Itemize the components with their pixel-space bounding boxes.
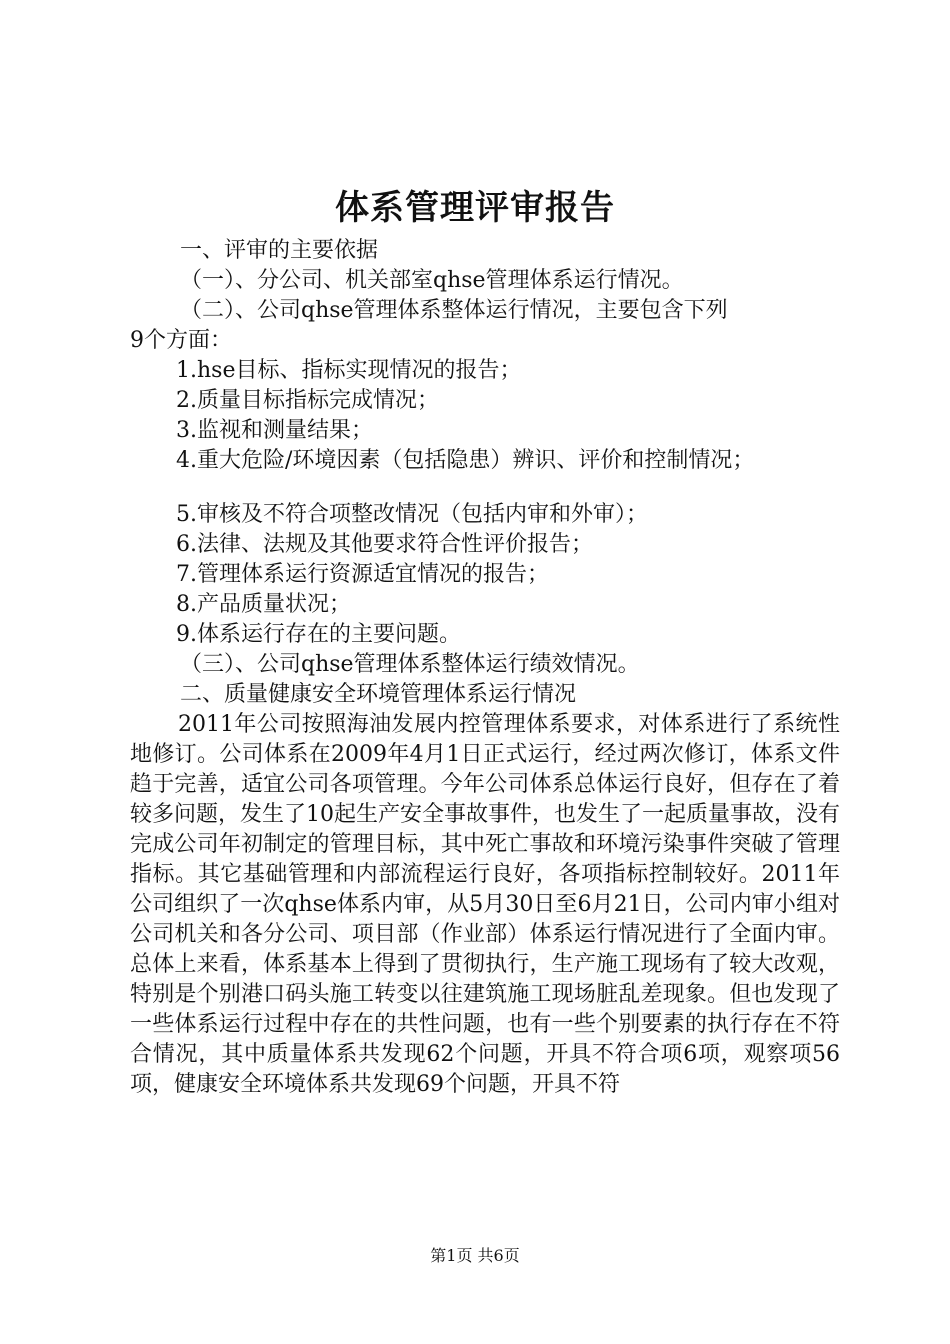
basis-item-2-continued: 9个方面：	[130, 328, 232, 353]
section-heading-operation: 二、质量健康安全环境管理体系运行情况	[180, 682, 577, 707]
basis-item-2: （二）、公司qhse管理体系整体运行情况，主要包含下列	[180, 298, 728, 323]
list-item-4: 4.重大危险/环境因素（包括隐患）辨识、评价和控制情况；	[176, 448, 755, 473]
operation-paragraph: 2011年公司按照海油发展内控管理体系要求，对体系进行了系统性地修订。公司体系在2009年4月1日正式运行，经过两次修订，体系文件趋于完善，适宜公司各项管理。今年公司体系总体运行良好，但存在了着较多问题，发生了10起生产安全事故事件，也发生了一起质量事故，没有完成公司年初制定的管理目标，其中死亡事故和环境污染事件突破了管理指标。其它基础管理和内部流程运行良好，各项指标控制较好。2011年公司组织了一次qhse体系内审，从5月30日至6月21日，公司内审小组对公司机关和各分公司、项目部（作业部）体系运行情况进行了全面内审。总体上来看，体系基本上得到了贯彻执行，生产施工现场有了较大改观，特别是个别港口码头施工转变以往建筑施工现场脏乱差现象。但也发现了一些体系运行过程中存在的共性问题，也有一些个别要素的执行存在不符合情况，其中质量体系共发现62个问题，开具不符合项6项，观察项56项，健康安全环境体系共发现69个问题，开具不符	[130, 712, 840, 1097]
list-item-3: 3.监视和测量结果；	[176, 418, 373, 443]
list-item-5: 5.审核及不符合项整改情况（包括内审和外审）；	[176, 502, 648, 527]
basis-item-1: （一）、分公司、机关部室qhse管理体系运行情况。	[180, 268, 684, 293]
list-item-6: 6.法律、法规及其他要求符合性评价报告；	[176, 532, 593, 557]
blank-line	[130, 476, 840, 500]
document-title: 体系管理评审报告	[335, 188, 615, 228]
list-item-2: 2.质量目标指标完成情况；	[176, 388, 439, 413]
page-footer: 第1页 共6页	[430, 1246, 520, 1265]
list-item-8: 8.产品质量状况；	[176, 592, 351, 617]
list-item-7: 7.管理体系运行资源适宜情况的报告；	[176, 562, 549, 587]
list-item-9: 9.体系运行存在的主要问题。	[176, 622, 461, 647]
basis-item-3: （三）、公司qhse管理体系整体运行绩效情况。	[180, 652, 640, 677]
section-heading-basis: 一、评审的主要依据	[180, 238, 379, 263]
list-item-1: 1.hse目标、指标实现情况的报告；	[176, 358, 522, 383]
document-body	[130, 236, 840, 1100]
